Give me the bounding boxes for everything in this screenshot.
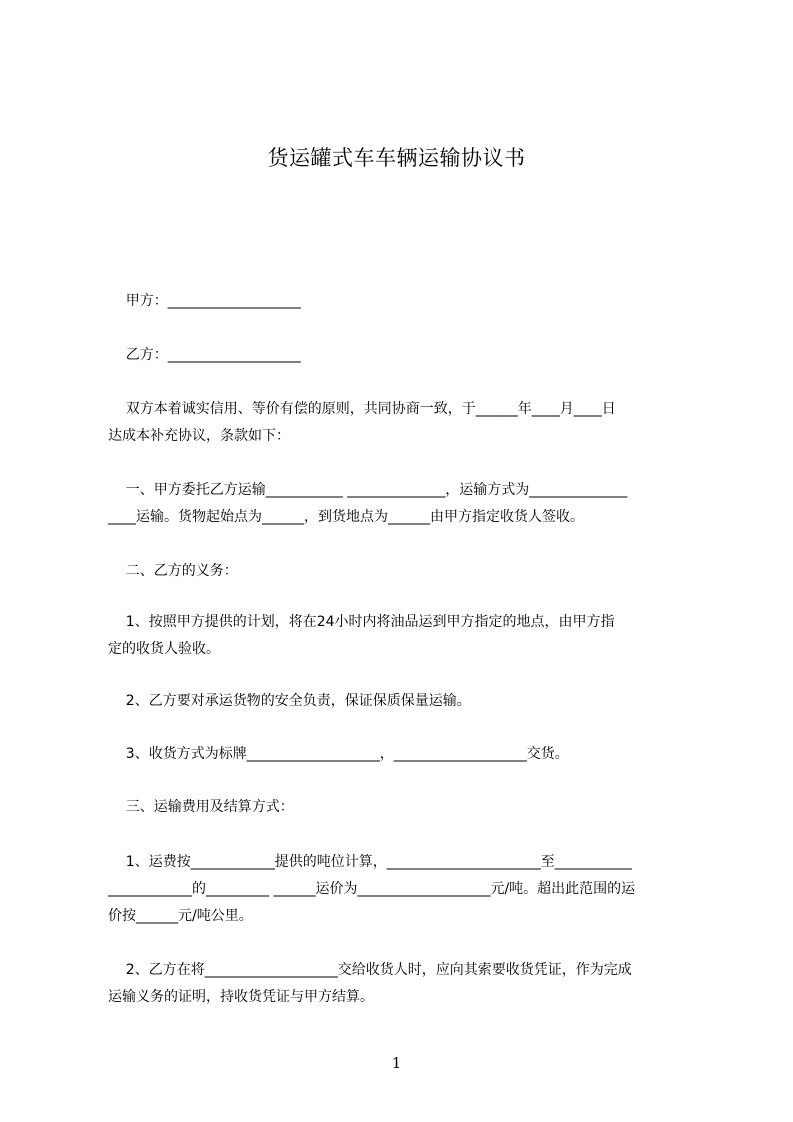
clause-3-1-line-2: ____________的_________ ______运价为___________________元/吨。超出此范围的运 [108,881,636,897]
party-b-line: 乙方：___________________ [108,347,301,363]
section-3-heading: 三、运输费用及结算方式： [108,799,294,815]
clause-2-1-line-2: 定的收货人验收。 [108,641,220,657]
clause-3-2-line-1: 2、乙方在将___________________交给收货人时，应向其索要收货凭证，作为完成 [108,962,632,978]
clause-2-3-line: 3、收货方式为标牌___________________，___________________交货。 [108,746,569,762]
preamble-line-2: 达成本补充协议，条款如下： [108,428,290,444]
preamble-line-1: 双方本着诚实信用、等价有偿的原则，共同协商一致，于______年____月____日 [108,401,616,417]
page-number: 1 [391,1054,402,1072]
section-2-heading: 二、乙方的义务： [108,563,238,579]
clause-2-1-line-1: 1、按照甲方提供的计划，将在24小时内将油品运到甲方指定的地点，由甲方指 [108,614,615,630]
clause-3-2-line-2: 运输义务的证明，持收货凭证与甲方结算。 [108,989,374,1005]
clause-1-line-1: 一、甲方委托乙方运输___________ ______________，运输方式为______________ [108,482,628,498]
party-a-line: 甲方：___________________ [108,293,301,309]
clause-2-2-line: 2、乙方要对承运货物的安全负责，保证保质保量运输。 [108,693,471,709]
clause-1-line-2: ____运输。货物起始点为______，到货地点为______由甲方指定收货人签收。 [108,509,584,525]
clause-3-1-line-3: 价按______元/吨公里。 [108,908,253,924]
clause-3-1-line-1: 1、运费按____________提供的吨位计算，______________________至___________ [108,854,632,870]
document-title: 货运罐式车车辆运输协议书 [267,146,526,170]
